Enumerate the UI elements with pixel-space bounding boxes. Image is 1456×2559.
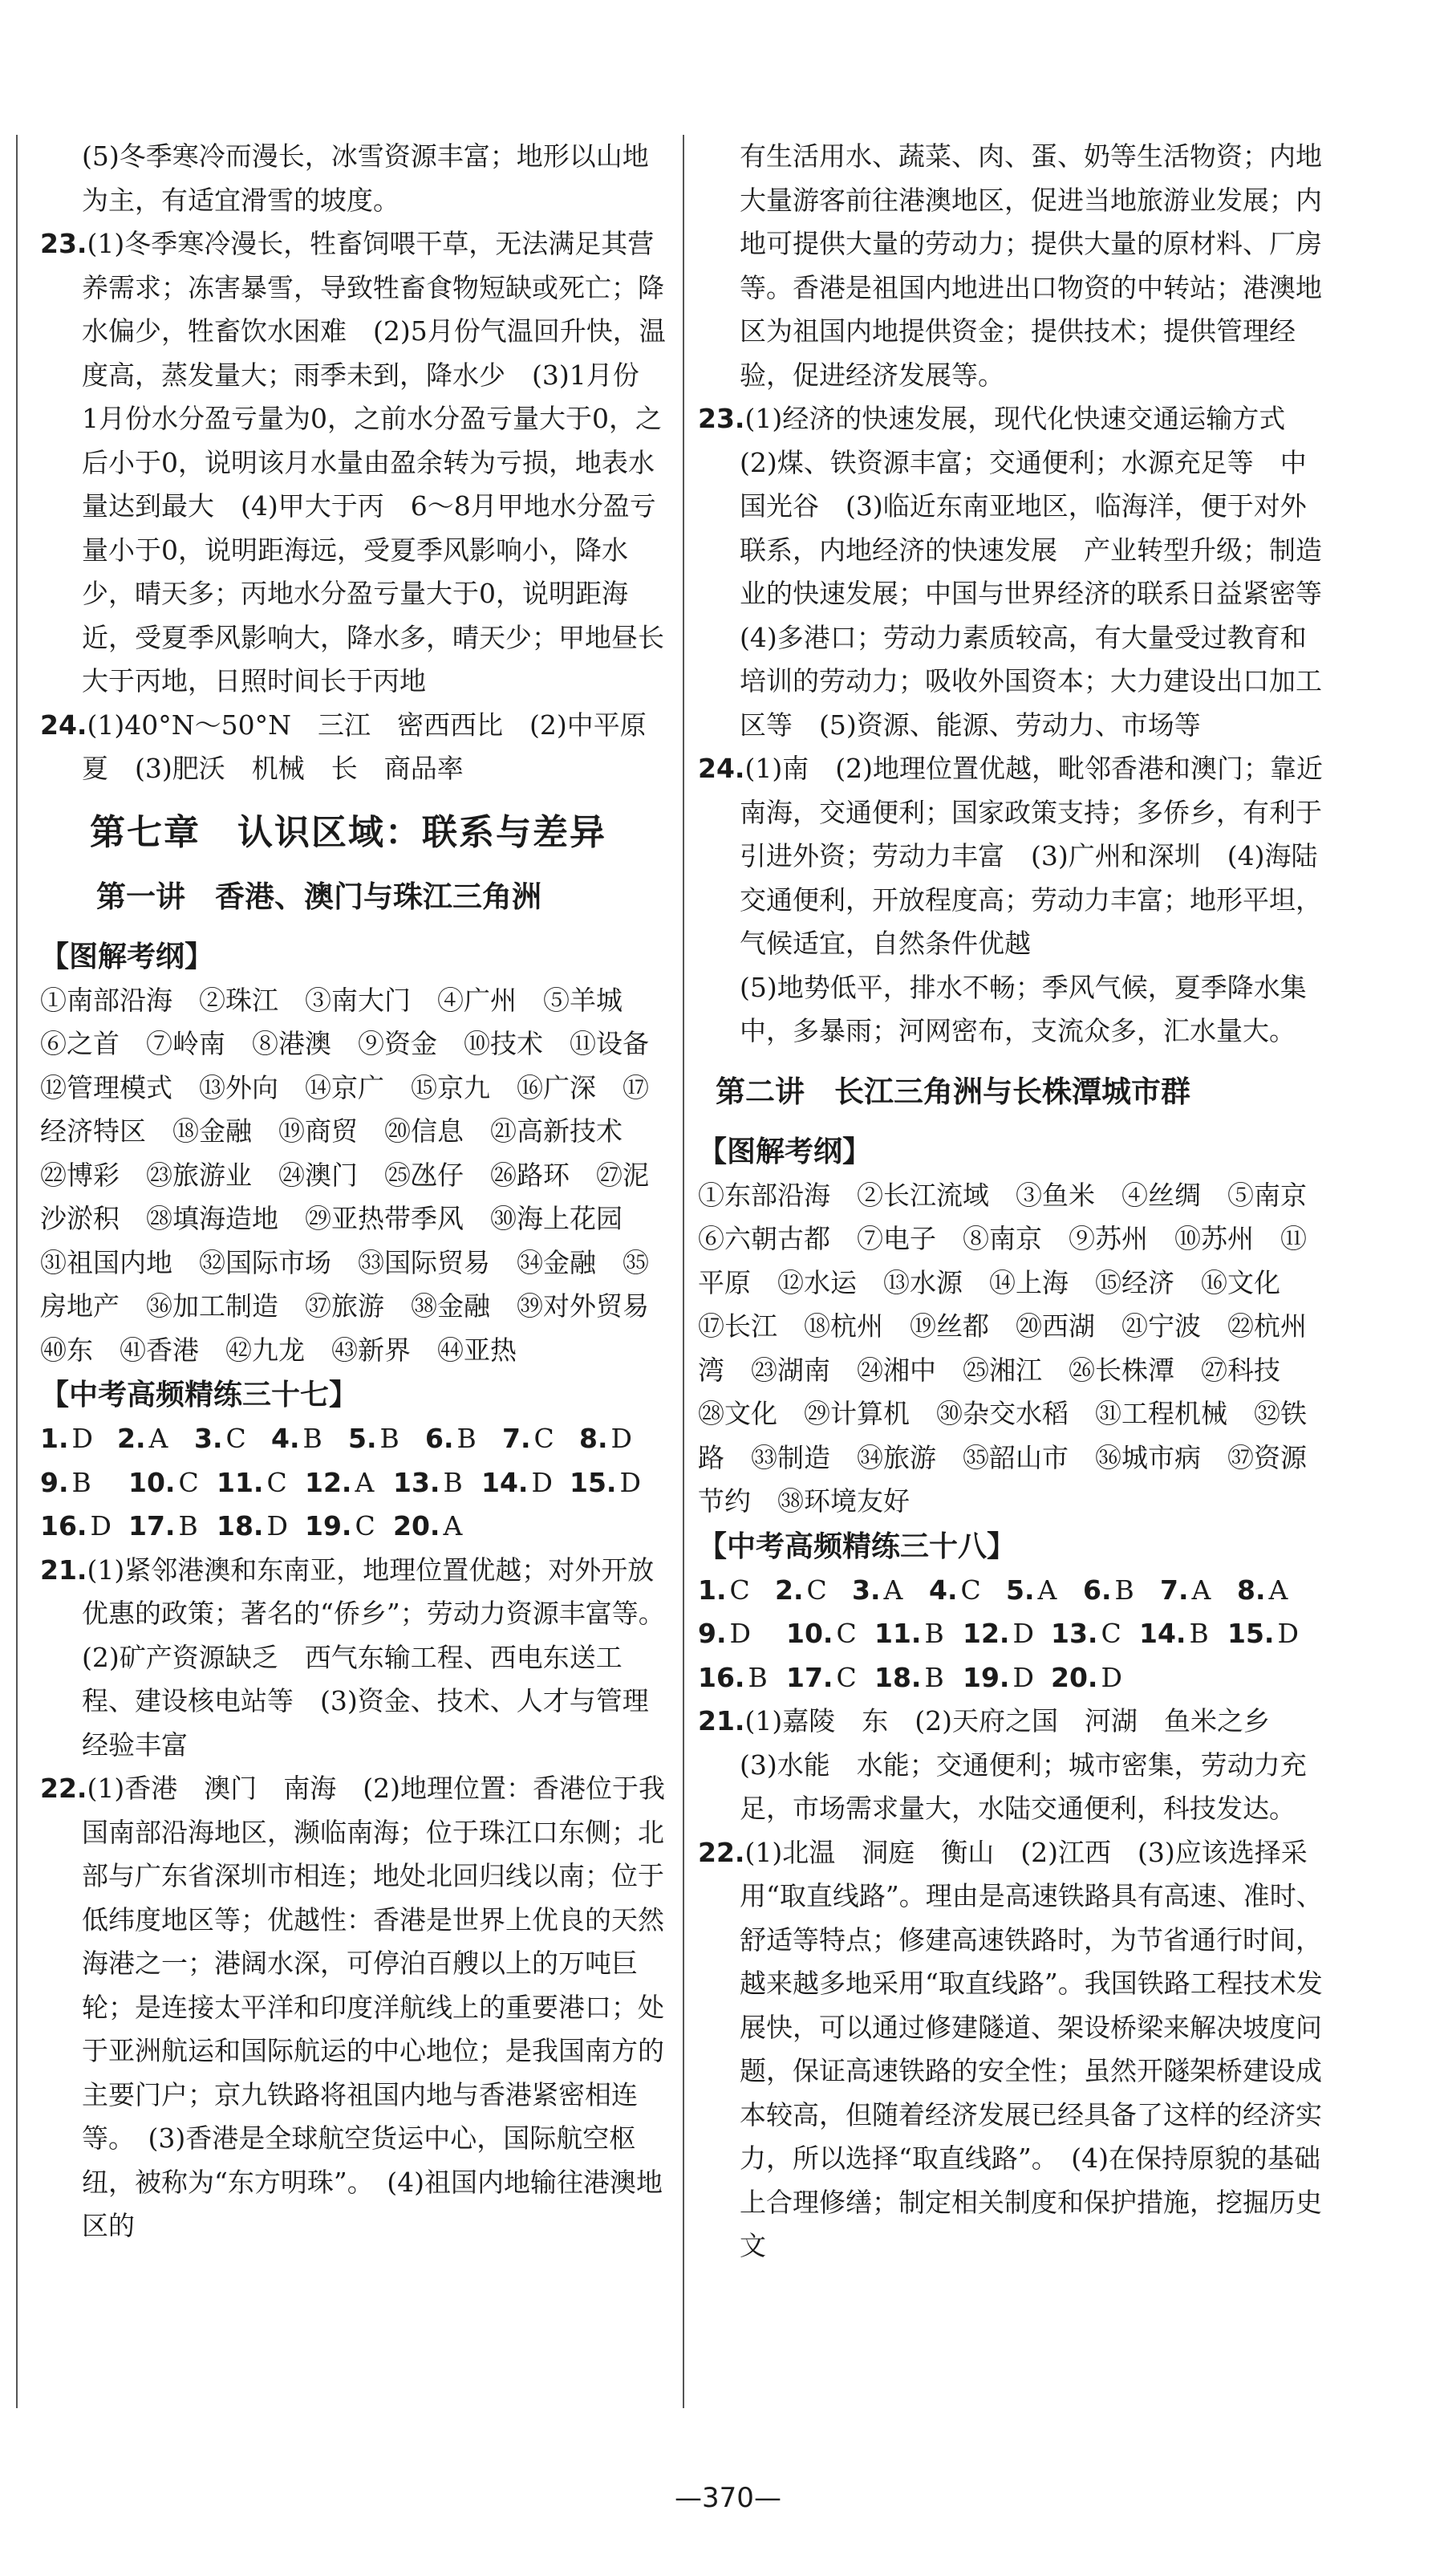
mc-answer bbox=[117, 1417, 194, 1461]
mc-row bbox=[40, 1505, 667, 1549]
answer-text: (1)香港 澳门 南海 (2)地理位置：香港位于我国南部沿海地区，濒临南海；位于珠江口东侧；北部与广东省深圳市相连；地处北回归线以南；位于低纬度地区等；优越性：香港是世界上优良的天然海港之一；港阔水深，可停泊百艘以上的万吨巨轮；是连接太平洋和印度洋航线上的重要港口；处于亚洲航运和国际航运的中心地位；是我国南方的主要门户；京九铁路将祖国内地与香港紧密相连等。 (3)香港是全球航空货运中心，国际航空枢纽，被称为“东方明珠”。 (4)祖国内地输往港澳地区的 bbox=[82, 1773, 665, 2241]
mc-choice: B bbox=[748, 1661, 768, 1693]
answer-text: (1)经济的快速发展，现代化快速交通运输方式 (2)煤、铁资源丰富；交通便利；水源充足等 中国光谷 (3)临近东南亚地区，临海洋，便于对外联系，内地经济的快速发展 产业转型升级；制造业的快速发展；中国与世界经济的联系日益紧密等 (4)多港口；劳动力素质较高，有大量受过教育和培训的劳动力；吸收外国资本；大力建设出口加工区等 (5)资源、能源、劳动力、市场等 bbox=[740, 403, 1349, 741]
answer-21 bbox=[40, 1549, 679, 1768]
mc-choice: A bbox=[1037, 1574, 1057, 1606]
answer-number: 22. bbox=[40, 1773, 87, 1804]
mc-number: 6. bbox=[425, 1423, 454, 1454]
mc-number: 13. bbox=[1051, 1618, 1098, 1649]
mc-answer bbox=[1083, 1569, 1160, 1613]
answer-text: (1)40°N～50°N 三江 密西西比 (2)中平原 夏 (3)肥沃 机械 长 商品率 bbox=[82, 709, 673, 784]
mc-number: 2. bbox=[775, 1574, 804, 1606]
mc-row bbox=[40, 1461, 667, 1505]
mc-choice: C bbox=[266, 1466, 287, 1498]
mc-number: 8. bbox=[1237, 1574, 1266, 1606]
mc-number: 1. bbox=[698, 1574, 727, 1606]
mc-choice: D bbox=[71, 1423, 93, 1454]
mc-answer bbox=[40, 1417, 117, 1461]
mc-number: 8. bbox=[579, 1423, 608, 1454]
mc-number: 15. bbox=[570, 1466, 617, 1498]
mc-choice: D bbox=[266, 1510, 288, 1541]
mc-answer bbox=[1160, 1569, 1237, 1613]
mc-number: 20. bbox=[393, 1510, 440, 1541]
mc-number: 14. bbox=[481, 1466, 529, 1498]
mc-row bbox=[698, 1569, 1332, 1613]
mc-answer bbox=[128, 1505, 217, 1549]
mc-choice: C bbox=[355, 1510, 375, 1541]
mc-choice: C bbox=[178, 1466, 199, 1498]
mc-answer bbox=[1006, 1569, 1083, 1613]
mc-number: 18. bbox=[217, 1510, 264, 1541]
mc-row bbox=[40, 1417, 667, 1461]
mc-choice: B bbox=[178, 1510, 198, 1541]
mc-choice: D bbox=[531, 1466, 553, 1498]
mc-number: 13. bbox=[393, 1466, 440, 1498]
mc-choice: A bbox=[883, 1574, 903, 1606]
mc-choice: A bbox=[148, 1423, 168, 1454]
mc-answer bbox=[305, 1505, 393, 1549]
mc-choice: C bbox=[960, 1574, 981, 1606]
mc-number: 16. bbox=[40, 1510, 87, 1541]
outline-answers: ①南部沿海 ②珠江 ③南大门 ④广州 ⑤羊城 ⑥之首 ⑦岭南 ⑧港澳 ⑨资金 ⑩技术 ⑪设备 ⑫管理模式 ⑬外向 ⑭京广 ⑮京九 ⑯广深 ⑰经济特区 ⑱金融 ⑲商贸 ⑳信息 ㉑高新技术 ㉒博彩 ㉓旅游业 ㉔澳门 ㉕氹仔 ㉖路环 ㉗泥沙淤积 ㉘填海造地 ㉙亚热带季风 ㉚海上花园 ㉛祖国内地 ㉜国际市场 ㉝国际贸易 ㉞金融 ㉟房地产 ㊱加工制造 ㊲旅游 ㊳金融 ㊴对外贸易 ㊵东 ㊶香港 ㊷九龙 ㊸新界 ㊹亚热 bbox=[40, 984, 675, 1366]
mc-answer bbox=[1139, 1612, 1227, 1656]
mc-answer bbox=[963, 1612, 1051, 1656]
mc-answer bbox=[481, 1461, 570, 1505]
mc-answer bbox=[217, 1505, 305, 1549]
mc-choice: B bbox=[71, 1466, 91, 1498]
mc-answer bbox=[393, 1461, 481, 1505]
mc-answer bbox=[348, 1417, 425, 1461]
mc-answer bbox=[425, 1417, 502, 1461]
mc-choice: D bbox=[1012, 1661, 1034, 1693]
mc-answer bbox=[786, 1612, 874, 1656]
answer-text: (1)紧邻港澳和东南亚，地理位置优越；对外开放优惠的政策；著名的“侨乡”；劳动力资源丰富等。 (2)矿产资源缺乏 西气东输工程、西电东送工程、建设核电站等 (3)资金、技术、人才与管理经验丰富 bbox=[82, 1554, 679, 1761]
mc-number: 5. bbox=[1006, 1574, 1035, 1606]
mc-answer bbox=[929, 1569, 1006, 1613]
mc-answer bbox=[1237, 1569, 1314, 1613]
mc-number: 11. bbox=[874, 1618, 922, 1649]
mc-choice: D bbox=[610, 1423, 632, 1454]
mc-number: 17. bbox=[128, 1510, 176, 1541]
mc-answer bbox=[698, 1569, 775, 1613]
answer-21 bbox=[698, 1700, 1332, 1831]
mc-answer bbox=[698, 1612, 786, 1656]
mc-number: 3. bbox=[852, 1574, 881, 1606]
mc-answer bbox=[698, 1656, 786, 1700]
mc-choice: B bbox=[1114, 1574, 1134, 1606]
mc-number: 19. bbox=[963, 1661, 1010, 1693]
column-divider bbox=[683, 135, 684, 2408]
mc-number: 12. bbox=[963, 1618, 1010, 1649]
mc-choice: A bbox=[1268, 1574, 1288, 1606]
mc-number: 6. bbox=[1083, 1574, 1112, 1606]
mc-answer bbox=[40, 1461, 128, 1505]
mc-answer bbox=[217, 1461, 305, 1505]
mc-number: 4. bbox=[929, 1574, 958, 1606]
mc-number: 7. bbox=[502, 1423, 531, 1454]
lecture-title: 第一讲 香港、澳门与珠江三角洲 bbox=[96, 879, 541, 914]
section-heading-outline: 【图解考纲】 bbox=[40, 940, 214, 973]
mc-choice: D bbox=[1101, 1661, 1122, 1693]
mc-answer bbox=[775, 1569, 852, 1613]
mc-choice: D bbox=[90, 1510, 112, 1541]
mc-choice: D bbox=[619, 1466, 641, 1498]
mc-number: 3. bbox=[194, 1423, 223, 1454]
lecture-title: 第二讲 长江三角洲与长株潭城市群 bbox=[716, 1074, 1190, 1109]
mc-choice: A bbox=[355, 1466, 375, 1498]
page-number: —370— bbox=[675, 2482, 781, 2514]
mc-row bbox=[698, 1612, 1332, 1656]
mc-choice: D bbox=[1277, 1618, 1299, 1649]
answer-24 bbox=[698, 747, 1332, 966]
mc-number: 12. bbox=[305, 1466, 352, 1498]
mc-answer bbox=[852, 1569, 929, 1613]
mc-number: 16. bbox=[698, 1661, 745, 1693]
mc-answer bbox=[874, 1656, 963, 1700]
answer-number: 24. bbox=[698, 753, 745, 784]
mc-choice: C bbox=[806, 1574, 827, 1606]
left-column bbox=[40, 135, 679, 2248]
mc-number: 19. bbox=[305, 1510, 352, 1541]
answer-24-5: (5)地势低平，排水不畅；季风气候，夏季降水集中，多暴雨；河网密布，支流众多，汇水量大。 bbox=[740, 971, 1307, 1046]
answer-number: 24. bbox=[40, 709, 87, 741]
mc-number: 10. bbox=[128, 1466, 176, 1498]
mc-choice: D bbox=[1012, 1618, 1034, 1649]
mc-answer bbox=[579, 1417, 656, 1461]
mc-answer bbox=[40, 1505, 128, 1549]
mc-choice: A bbox=[1191, 1574, 1211, 1606]
mc-answer bbox=[963, 1656, 1051, 1700]
section-heading-practice: 【中考高频精练三十七】 bbox=[40, 1379, 359, 1412]
mc-number: 9. bbox=[698, 1618, 727, 1649]
answer-number: 23. bbox=[698, 403, 745, 434]
outline-answers: ①东部沿海 ②长江流域 ③鱼米 ④丝绸 ⑤南京 ⑥六朝古都 ⑦电子 ⑧南京 ⑨苏州 ⑩苏州 ⑪平原 ⑫水运 ⑬水源 ⑭上海 ⑮经济 ⑯文化 ⑰长江 ⑱杭州 ⑲丝都 ⑳西湖 ㉑宁波 ㉒杭州湾 ㉓湖南 ㉔湘中 ㉕湘江 ㉖长株潭 ㉗科技 ㉘文化 ㉙计算机 ㉚杂交水稻 ㉛工程机械 ㉜铁路 ㉝制造 ㉞旅游 ㉟韶山市 ㊱城市病 ㊲资源节约 ㊳环境友好 bbox=[698, 1179, 1333, 1517]
mc-answer bbox=[1227, 1612, 1316, 1656]
answer-number: 22. bbox=[698, 1836, 745, 1868]
mc-answer bbox=[1051, 1656, 1139, 1700]
mc-number: 2. bbox=[117, 1423, 146, 1454]
mc-choice: B bbox=[924, 1661, 944, 1693]
answer-22 bbox=[698, 1831, 1332, 2269]
mc-choice: C bbox=[533, 1423, 554, 1454]
section-heading-outline: 【图解考纲】 bbox=[698, 1135, 872, 1168]
mc-number: 18. bbox=[874, 1661, 922, 1693]
mc-number: 9. bbox=[40, 1466, 69, 1498]
mc-choice: C bbox=[729, 1574, 750, 1606]
answer-text: (1)南 (2)地理位置优越，毗邻香港和澳门；靠近南海，交通便利；国家政策支持；多侨乡，有利于引进外资；劳动力丰富 (3)广州和深圳 (4)海陆交通便利，开放程度高；劳动力丰富；地形平坦，气候适宜，自然条件优越 bbox=[740, 753, 1323, 959]
answer-number: 21. bbox=[698, 1705, 745, 1736]
q22-5-continued: (5)冬季寒冷而漫长，冰雪资源丰富；地形以山地为主，有适宜滑雪的坡度。 bbox=[82, 140, 649, 216]
mc-answer bbox=[874, 1612, 963, 1656]
mc-choice: B bbox=[302, 1423, 322, 1454]
chapter-title: 第七章 认识区域：联系与差异 bbox=[90, 811, 606, 853]
mc-choice: C bbox=[836, 1661, 857, 1693]
mc-number: 14. bbox=[1139, 1618, 1186, 1649]
mc-number: 5. bbox=[348, 1423, 377, 1454]
answer-23 bbox=[698, 397, 1349, 747]
mc-answer bbox=[128, 1461, 217, 1505]
right-column bbox=[698, 135, 1349, 2269]
left-rule bbox=[16, 135, 18, 2408]
answer-22 bbox=[40, 1767, 667, 2248]
answer-23 bbox=[40, 222, 667, 704]
mc-choice: C bbox=[836, 1618, 857, 1649]
mc-number: 17. bbox=[786, 1661, 833, 1693]
mc-answer bbox=[271, 1417, 348, 1461]
mc-number: 7. bbox=[1160, 1574, 1189, 1606]
answer-text: (1)冬季寒冷漫长，牲畜饲喂干草，无法满足其营养需求；冻害暴雪，导致牲畜食物短缺或死亡；降水偏少，牲畜饮水困难 (2)5月份气温回升快，温度高，蒸发量大；雨季未到，降水少 (3)1月份 1月份水分盈亏量为0，之前水分盈亏量大于0，之后小于0，说明该月水量由盈余转为亏损，地表水量达到最大 (4)甲大于丙 6～8月甲地水分盈亏量小于0，说明距海远，受夏季风影响小，降水少，晴天多；丙地水分盈亏量大于0，说明距海近，受夏季风影响大，降水多，晴天少；甲地昼长大于丙地，日照时间长于丙地 bbox=[82, 228, 666, 697]
mc-number: 20. bbox=[1051, 1661, 1098, 1693]
mc-choice: B bbox=[456, 1423, 477, 1454]
mc-number: 1. bbox=[40, 1423, 69, 1454]
answer-text: (1)北温 洞庭 衡山 (2)江西 (3)应该选择采用“取直线路”。理由是高速铁路具有高速、准时、舒适等特点；修建高速铁路时，为节省通行时间，越来越多地采用“取直线路”。我国铁路工程技术发展快，可以通过修建隧道、架设桥梁来解决坡度问题，保证高速铁路的安全性；虽然开隧架桥建设成本较高，但随着经济发展已经具备了这样的经济实力，所以选择“取直线路”。 (4)在保持原貌的基础上合理修缮；制定相关制度和保护措施，挖掘历史文 bbox=[740, 1836, 1323, 2261]
mc-row bbox=[698, 1656, 1332, 1700]
mc-number: 4. bbox=[271, 1423, 300, 1454]
mc-choice: B bbox=[1189, 1618, 1209, 1649]
mc-number: 11. bbox=[217, 1466, 264, 1498]
mc-answer bbox=[502, 1417, 579, 1461]
mc-answer bbox=[305, 1461, 393, 1505]
answer-number: 21. bbox=[40, 1554, 87, 1586]
mc-number: 10. bbox=[786, 1618, 833, 1649]
q22-continued: 有生活用水、蔬菜、肉、蛋、奶等生活物资；内地大量游客前往港澳地区，促进当地旅游业发展；内地可提供大量的劳动力；提供大量的原材料、厂房等。香港是祖国内地进出口物资的中转站；港澳地区为祖国内地提供资金；提供技术；提供管理经验，促进经济发展等。 bbox=[740, 140, 1322, 391]
mc-choice: A bbox=[443, 1510, 463, 1541]
mc-choice: B bbox=[924, 1618, 944, 1649]
mc-choice: C bbox=[1101, 1618, 1121, 1649]
mc-choice: D bbox=[729, 1618, 751, 1649]
mc-answer bbox=[194, 1417, 271, 1461]
mc-answer bbox=[1051, 1612, 1139, 1656]
section-heading-practice: 【中考高频精练三十八】 bbox=[698, 1529, 1016, 1563]
mc-choice: C bbox=[225, 1423, 246, 1454]
answer-number: 23. bbox=[40, 228, 87, 259]
mc-number: 15. bbox=[1227, 1618, 1275, 1649]
mc-answer bbox=[570, 1461, 658, 1505]
answer-24 bbox=[40, 704, 673, 791]
mc-choice: B bbox=[379, 1423, 399, 1454]
mc-answer bbox=[393, 1505, 481, 1549]
mc-answer bbox=[786, 1656, 874, 1700]
mc-choice: B bbox=[443, 1466, 463, 1498]
answer-text: (1)嘉陵 东 (2)天府之国 河湖 鱼米之乡 (3)水能 水能；交通便利；城市密集，劳动力充足，市场需求量大，水陆交通便利，科技发达。 bbox=[740, 1705, 1307, 1824]
